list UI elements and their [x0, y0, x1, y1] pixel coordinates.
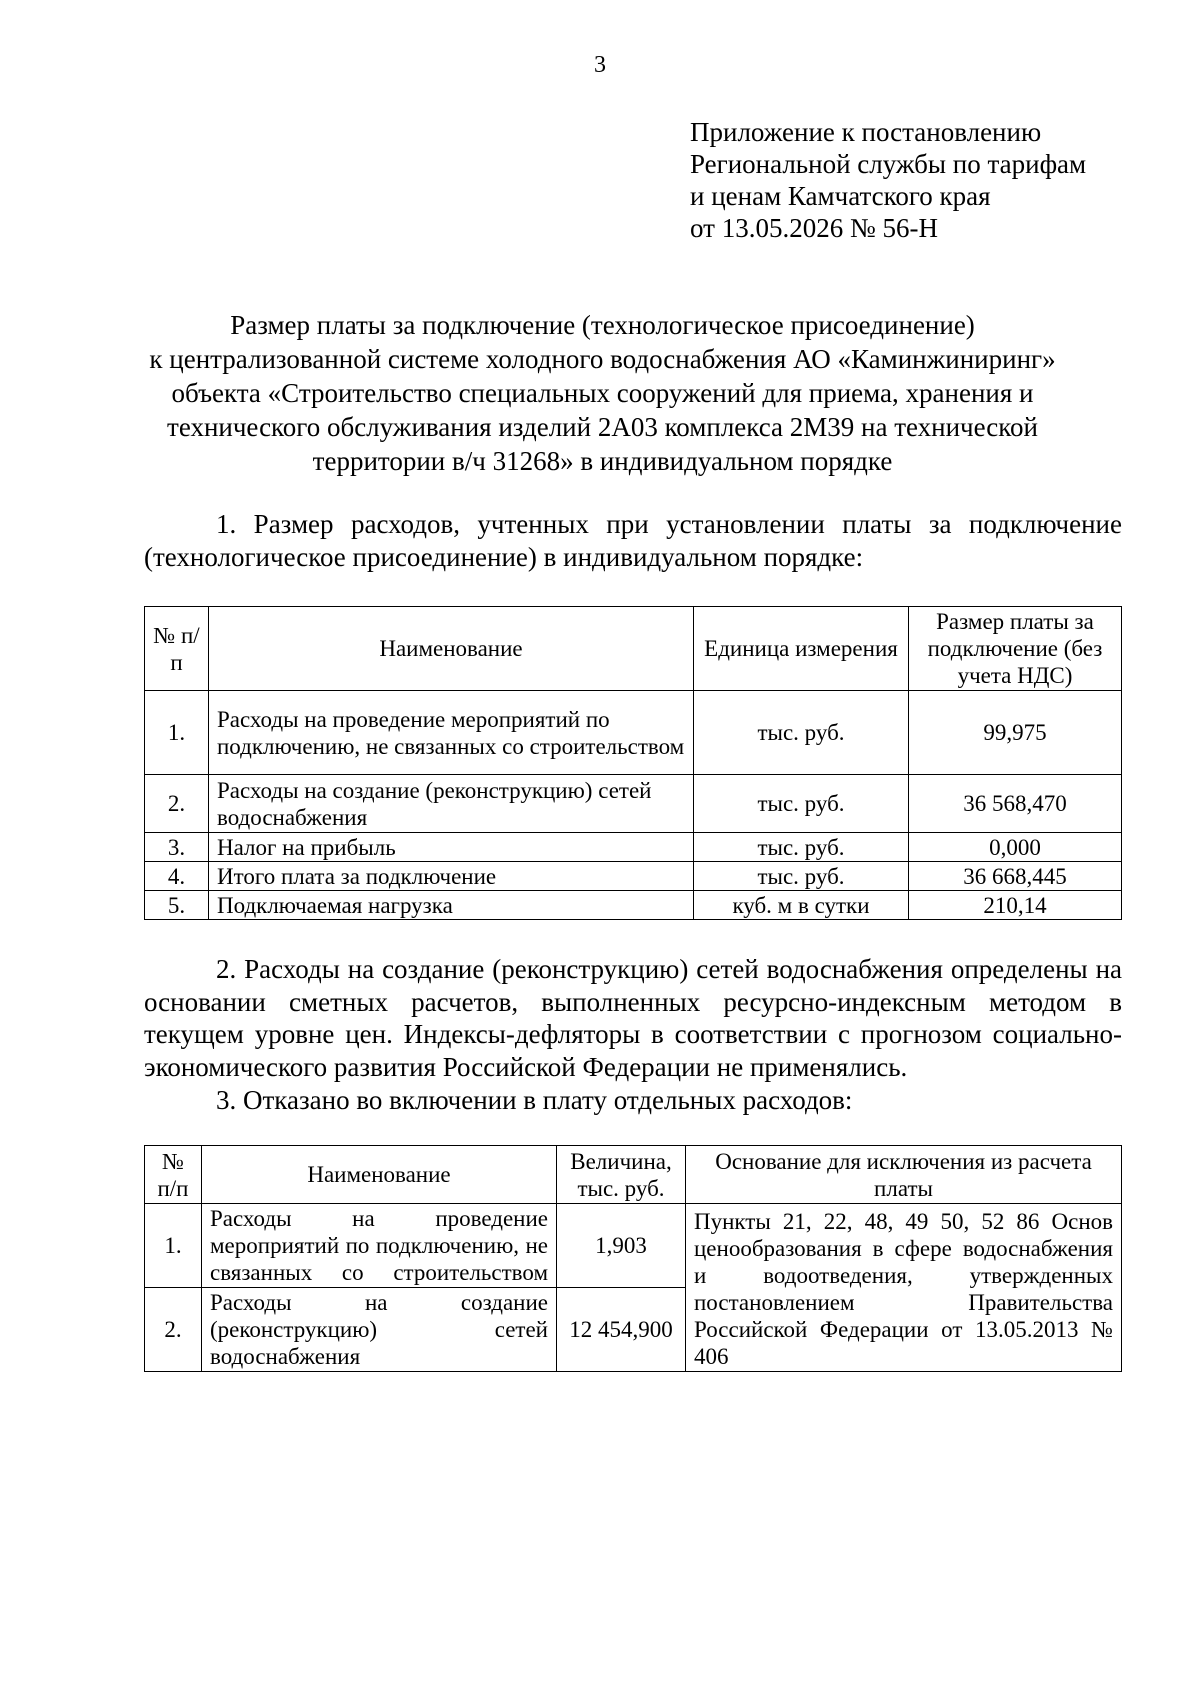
row-num: 2. — [145, 1288, 202, 1372]
exclusion-reason: Пункты 21, 22, 48, 49 50, 52 86 Основ ценообразования в сфере водоснабжения и водоотведения, утвержденных постановлением Правительства Российской Федерации от 13.05.2013 № 406 — [686, 1204, 1122, 1372]
table-row — [145, 1204, 1122, 1288]
row-value: 12 454,900 — [557, 1288, 686, 1372]
row-name: Расходы на создание (реконструкцию) сетей водоснабжения — [202, 1288, 557, 1372]
section-1-paragraph: 1. Размер расходов, учтенных при установлении платы за подключение (технологическое присоединение) в индивидуальном порядке: — [144, 509, 1122, 572]
appendix-line: от 13.05.2026 № 56-Н — [690, 213, 938, 243]
table-row — [145, 833, 1122, 862]
row-name: Налог на прибыль — [209, 833, 694, 862]
row-value: 210,14 — [909, 891, 1122, 920]
title-line: к централизованной системе холодного водоснабжения АО «Каминжиниринг» — [149, 344, 1056, 374]
row-unit: тыс. руб. — [694, 862, 909, 891]
row-name: Расходы на проведение мероприятий по подключению, не связанных со строительством — [209, 691, 694, 775]
row-value: 0,000 — [909, 833, 1122, 862]
section-2-paragraph: 2. Расходы на создание (реконструкцию) сетей водоснабжения определены на основании сметных расчетов, выполненных ресурсно-индексным методом в текущем уровне цен. Индексы-дефляторы в соответствии с прогнозом социально-экономического развития Российской Федерации не применялись. — [144, 954, 1122, 1082]
title-line: объекта «Строительство специальных сооружений для приема, хранения и — [171, 378, 1034, 408]
row-num: 2. — [145, 775, 209, 833]
row-name: Подключаемая нагрузка — [209, 891, 694, 920]
table-header-row — [145, 1146, 1122, 1204]
header-name: Наименование — [202, 1146, 557, 1204]
appendix-header — [690, 116, 1086, 244]
document-title — [80, 308, 1125, 478]
row-unit: тыс. руб. — [694, 691, 909, 775]
row-num: 1. — [145, 1204, 202, 1288]
title-line: Размер платы за подключение (технологическое присоединение) — [230, 310, 975, 340]
table-row — [145, 862, 1122, 891]
section-3-paragraph: 3. Отказано во включении в плату отдельных расходов: — [216, 1085, 853, 1115]
header-num: № п/п — [145, 1146, 202, 1204]
row-value: 1,903 — [557, 1204, 686, 1288]
row-value: 36 668,445 — [909, 862, 1122, 891]
table-row — [145, 775, 1122, 833]
header-reason: Основание для исключения из расчета платы — [686, 1146, 1122, 1204]
appendix-line: Приложение к постановлению — [690, 117, 1042, 147]
header-unit: Единица измерения — [694, 607, 909, 691]
appendix-line: Региональной службы по тарифам — [690, 149, 1087, 179]
row-num: 3. — [145, 833, 209, 862]
header-value: Размер платы за подключение (без учета НДС) — [909, 607, 1122, 691]
header-name: Наименование — [209, 607, 694, 691]
header-value: Величина, тыс. руб. — [557, 1146, 686, 1204]
appendix-line: и ценам Камчатского края — [690, 181, 991, 211]
row-name: Итого плата за подключение — [209, 862, 694, 891]
row-num: 1. — [145, 691, 209, 775]
title-line: территории в/ч 31268» в индивидуальном порядке — [312, 446, 893, 476]
table-row — [145, 691, 1122, 775]
excluded-expenses-table — [144, 1145, 1122, 1372]
header-num: № п/п — [145, 607, 209, 691]
row-name: Расходы на проведение мероприятий по подключению, не связанных со строительством — [202, 1204, 557, 1288]
row-unit: тыс. руб. — [694, 833, 909, 862]
expenses-table — [144, 606, 1122, 920]
page-number: 3 — [594, 52, 606, 78]
row-num: 5. — [145, 891, 209, 920]
row-name: Расходы на создание (реконструкцию) сетей водоснабжения — [209, 775, 694, 833]
title-line: технического обслуживания изделий 2А03 комплекса 2М39 на технической — [167, 412, 1038, 442]
row-num: 4. — [145, 862, 209, 891]
table-header-row — [145, 607, 1122, 691]
row-value: 36 568,470 — [909, 775, 1122, 833]
row-unit: тыс. руб. — [694, 775, 909, 833]
row-value: 99,975 — [909, 691, 1122, 775]
table-row — [145, 891, 1122, 920]
row-unit: куб. м в сутки — [694, 891, 909, 920]
